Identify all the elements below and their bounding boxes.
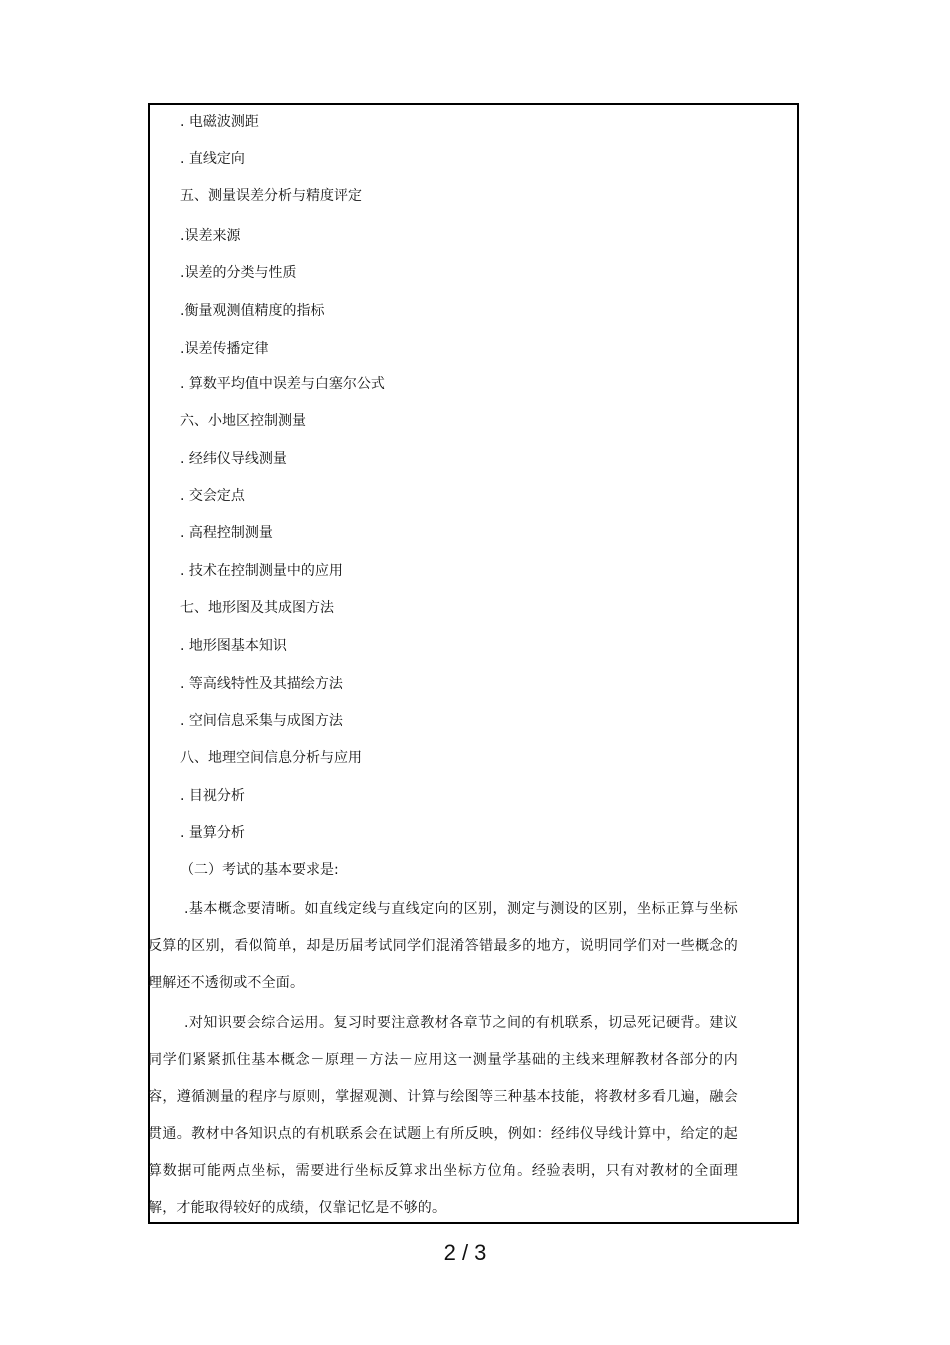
outline-item: . 算数平均值中误差与白塞尔公式 — [180, 376, 385, 392]
paragraph-text: .基本概念要清晰。如直线定线与直线定向的区别，测定与测设的区别，坐标正算与坐标反算的区别，看似简单，却是历届考试同学们混淆答错最多的地方，说明同学们对一些概念的理解还不透彻或不全面。 — [148, 901, 738, 991]
outline-item: .误差来源 — [180, 228, 241, 244]
outline-item: .误差的分类与性质 — [180, 265, 297, 281]
outline-item: . 经纬仪导线测量 — [180, 451, 287, 467]
section-heading: 七、地形图及其成图方法 — [180, 600, 334, 616]
outline-item: . 量算分析 — [180, 825, 245, 841]
outline-item: . 空间信息采集与成图方法 — [180, 713, 343, 729]
outline-item: . 电磁波测距 — [180, 114, 259, 130]
body-paragraph — [148, 891, 738, 1002]
section-heading: 五、测量误差分析与精度评定 — [180, 188, 362, 204]
page-number: 2 / 3 — [443, 1240, 487, 1265]
outline-item: . 目视分析 — [180, 788, 245, 804]
section-heading: 六、小地区控制测量 — [180, 413, 306, 429]
outline-item: . 地形图基本知识 — [180, 638, 287, 654]
outline-item: . 高程控制测量 — [180, 525, 273, 541]
outline-item: . 等高线特性及其描绘方法 — [180, 676, 343, 692]
outline-item: .衡量观测值精度的指标 — [180, 303, 325, 319]
outline-item: . 直线定向 — [180, 151, 245, 167]
body-paragraph — [148, 1005, 738, 1227]
outline-item: . 技术在控制测量中的应用 — [180, 563, 343, 579]
subsection-heading: （二）考试的基本要求是: — [180, 862, 339, 878]
section-heading: 八、地理空间信息分析与应用 — [180, 750, 362, 766]
outline-item: .误差传播定律 — [180, 341, 269, 357]
paragraph-text: .对知识要会综合运用。复习时要注意教材各章节之间的有机联系，切忌死记硬背。建议同学们紧紧抓住基本概念－原理－方法－应用这一测量学基础的主线来理解教材各部分的内容，遵循测量的程序与原则，掌握观测、计算与绘图等三种基本技能，将教材多看几遍，融会贯通。教材中各知识点的有机联系会在试题上有所反映，例如：经纬仪导线计算中，给定的起算数据可能两点坐标，需要进行坐标反算求出坐标方位角。经验表明，只有对教材的全面理解，才能取得较好的成绩，仅靠记忆是不够的。 — [148, 1015, 738, 1216]
outline-item: . 交会定点 — [180, 488, 245, 504]
